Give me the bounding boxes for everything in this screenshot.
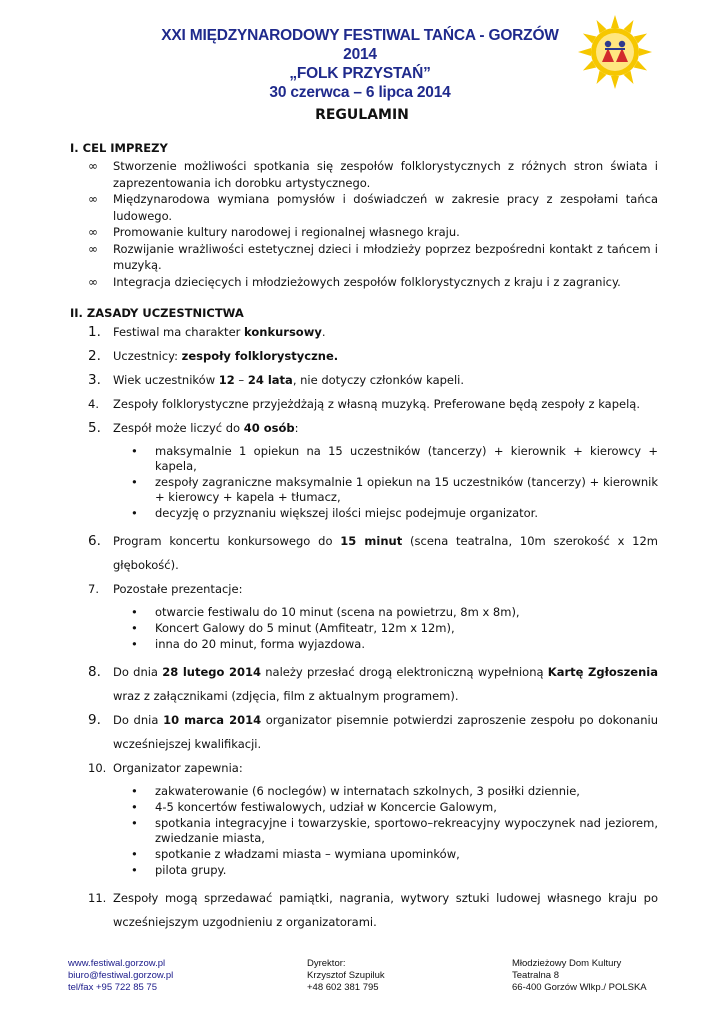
footer-address: Młodzieżowy Dom Kultury Teatralna 8 66-400 Gorzów Wlkp./ POLSKA bbox=[512, 958, 647, 993]
header-line-3: 30 czerwca – 6 lipca 2014 bbox=[269, 84, 451, 101]
list-item: • pilota grupy. bbox=[131, 863, 227, 877]
rules-list bbox=[88, 320, 658, 934]
list-item: ∞ Integracja dziecięcych i młodzieżowych zespołów folklorystycznych z kraju i z zagranicy. bbox=[88, 274, 621, 289]
rule-4: 4. Zespoły folklorystyczne przyjeżdżają z własną muzyką. Preferowane będą zespoły z kapelą. bbox=[88, 397, 641, 411]
footer-phone: tel/fax +95 722 85 75 bbox=[68, 982, 158, 993]
infinity-bullet-icon: ∞ bbox=[88, 225, 98, 239]
section-2-title: II. ZASADY UCZESTNICTWA bbox=[70, 306, 244, 320]
infinity-bullet-icon: ∞ bbox=[88, 192, 98, 206]
list-item: • maksymalnie 1 opiekun na 15 uczestników (tancerzy) + kierownik + kierowcy + kapela, bbox=[131, 444, 658, 473]
rule-8: 8. Do dnia 28 lutego 2014 należy przesłać drogą elektroniczną wypełnioną Kartę Zgłoszenia wraz z załącznikami (zdjęcia, film z aktualnym programem). bbox=[88, 664, 658, 703]
rule-5: 5. Zespół może liczyć do 40 osób: • maksymalnie 1 opiekun na 15 uczestników (tancerzy) + kierownik + kierowcy + kapela, • zespoły zagraniczne maksymalnie 1 opiekun na 15 uczestników (tancerzy) + kierownik + kierowcy + kapela + tłumacz, • decyzję o przyznaniu większej ilości miejsc podejmuje organizator. bbox=[88, 420, 658, 520]
rule-5-sublist bbox=[113, 444, 658, 521]
footer-email-link[interactable]: biuro@festiwal.gorzow.pl bbox=[68, 970, 174, 981]
list-item: • inna do 20 minut, forma wyjazdowa. bbox=[131, 637, 365, 651]
header-line-2: „FOLK PRZYSTAŃ” bbox=[289, 65, 431, 82]
infinity-bullet-icon: ∞ bbox=[88, 274, 98, 289]
rule-3: 3. Wiek uczestników 12 – 24 lata, nie dotyczy członków kapeli. bbox=[88, 372, 465, 388]
list-item: • Koncert Galowy do 5 minut (Amfiteatr, 12m x 12m), bbox=[131, 621, 455, 635]
rule-9: 9. Do dnia 10 marca 2014 organizator pisemnie potwierdzi zaproszenie zespołu po dokonaniu wcześniejszej kwalifikacji. bbox=[88, 712, 658, 751]
list-item: • spotkania integracyjne i towarzyskie, sportowo–rekreacyjny wypoczynek nad jeziorem, zwiedzanie miasta, bbox=[131, 816, 658, 845]
list-item: ∞ Rozwijanie wrażliwości estetycznej dzieci i młodzieży poprzez bezpośredni kontakt z tańcem i muzyką. bbox=[88, 241, 658, 272]
rule-1: 1. Festiwal ma charakter konkursowy. bbox=[88, 324, 326, 340]
festival-header bbox=[150, 26, 570, 102]
festival-sun-logo bbox=[577, 14, 653, 90]
header-line-1: XXI MIĘDZYNARODOWY FESTIWAL TAŃCA - GORZÓW 2014 bbox=[161, 27, 559, 63]
rule-7-sublist bbox=[113, 605, 658, 652]
list-item: • zespoły zagraniczne maksymalnie 1 opiekun na 15 uczestników (tancerzy) + kierownik + kierowcy + kapela + tłumacz, bbox=[131, 475, 658, 504]
list-item: • spotkanie z władzami miasta – wymiana upominków, bbox=[131, 847, 460, 861]
footer-contact bbox=[68, 958, 173, 994]
list-item: • 4-5 koncertów festiwalowych, udział w Koncercie Galowym, bbox=[131, 800, 497, 814]
list-item: ∞ Stworzenie możliwości spotkania się zespołów folklorystycznych z różnych stron świata i zaprezentowania ich dorobku artystycznego. bbox=[88, 159, 658, 190]
section-1-title: I. CEL IMPREZY bbox=[70, 141, 168, 155]
footer-director: Dyrektor: Krzysztof Szupiluk +48 602 381 795 bbox=[307, 958, 385, 993]
list-item: ∞ Promowanie kultury narodowej i regionalnej własnego kraju. bbox=[88, 225, 460, 239]
list-item: • zakwaterowanie (6 noclegów) w internatach szkolnych, 3 posiłki dziennie, bbox=[131, 784, 580, 798]
list-item: • otwarcie festiwalu do 10 minut (scena na powietrzu, 8m x 8m), bbox=[131, 605, 520, 619]
footer-website-link[interactable]: www.festiwal.gorzow.pl bbox=[68, 958, 166, 969]
infinity-bullet-icon: ∞ bbox=[88, 241, 98, 256]
list-item: ∞ Międzynarodowa wymiana pomysłów i doświadczeń w zakresie pracy z zespołami tańca ludowego. bbox=[88, 192, 658, 223]
list-item: • decyzję o przyznaniu większej ilości miejsc podejmuje organizator. bbox=[131, 506, 539, 520]
rule-11: 11. Zespoły mogą sprzedawać pamiątki, nagrania, wytwory sztuki ludowej własnego kraju po wcześniejszym uzgodnieniu z organizatorami. bbox=[88, 891, 658, 929]
rule-6: 6. Program koncertu konkursowego do 15 minut (scena teatralna, 10m szerokość x 12m głębokość). bbox=[88, 533, 658, 572]
rule-2: 2. Uczestnicy: zespoły folklorystyczne. bbox=[88, 348, 339, 364]
goals-list bbox=[88, 158, 658, 290]
page-footer bbox=[0, 958, 724, 998]
rule-10: 10. Organizator zapewnia: • zakwaterowanie (6 noclegów) w internatach szkolnych, 3 posiłki dziennie, • 4-5 koncertów festiwalowych, udział w Koncercie Galowym, • spotkania integracyjne i towarzyskie, sportowo–rekreacyjny wypoczynek nad jeziorem, zwiedzanie miasta, • spotkanie z władzami miasta – wymiana upominków, • pilota grupy. bbox=[88, 761, 658, 877]
infinity-bullet-icon: ∞ bbox=[88, 159, 98, 173]
document-title: REGULAMIN bbox=[315, 107, 409, 123]
rule-7: 7. Pozostałe prezentacje: • otwarcie festiwalu do 10 minut (scena na powietrzu, 8m x 8m), • Koncert Galowy do 5 minut (Amfiteatr, 12m x 12m), • inna do 20 minut, forma wyjazdowa. bbox=[88, 577, 658, 652]
rule-10-sublist bbox=[113, 784, 658, 878]
